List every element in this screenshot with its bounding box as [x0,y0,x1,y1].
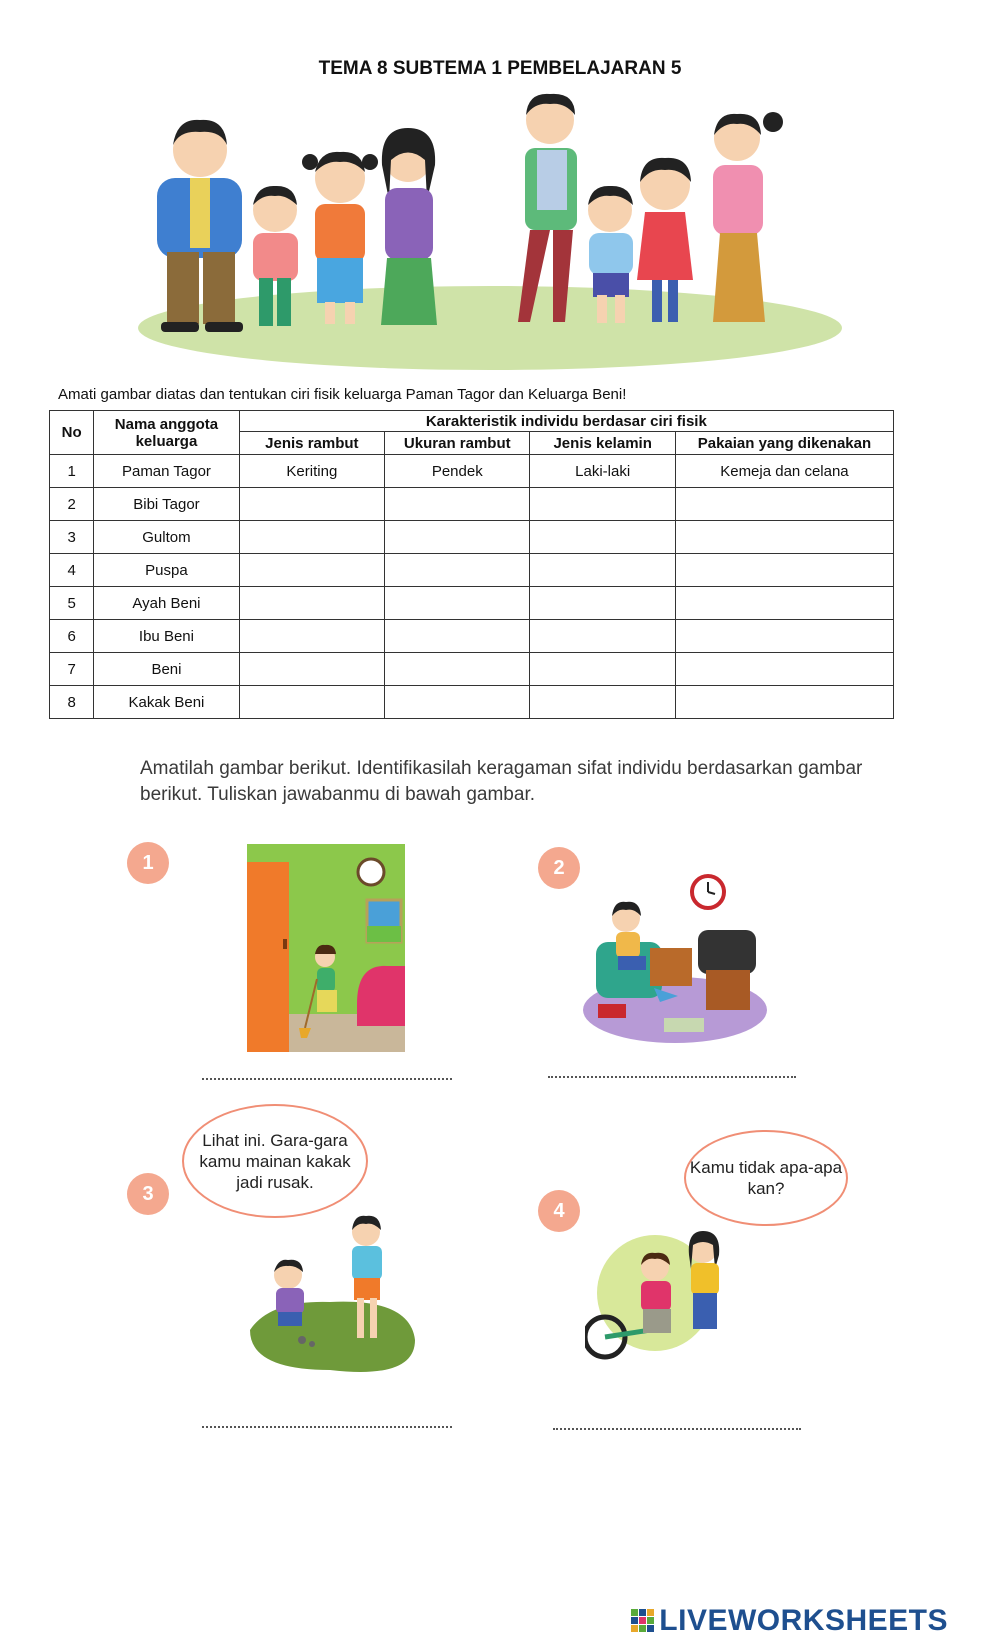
table-row [50,620,894,653]
table-row [50,653,894,686]
picture-messy-room [578,870,773,1045]
cell-hair-type[interactable] [239,686,384,719]
cell-name: Gultom [94,521,239,554]
number-badge-2: 2 [538,847,580,889]
header-gender: Jenis kelamin [530,432,675,455]
cell-clothes[interactable] [675,686,893,719]
cell-hair-size[interactable] [385,686,530,719]
answer-line-2[interactable] [548,1076,796,1078]
figure-bibi-tagor [381,128,437,325]
cell-gender[interactable] [530,554,675,587]
cell-hair-type[interactable] [239,488,384,521]
cell-hair-type[interactable] [239,620,384,653]
number-badge-3: 3 [127,1173,169,1215]
cell-no: 8 [50,686,94,719]
header-hair-size: Ukuran rambut [385,432,530,455]
cell-name: Kakak Beni [94,686,239,719]
number-badge-1: 1 [127,842,169,884]
cell-name: Ayah Beni [94,587,239,620]
cell-name: Ibu Beni [94,620,239,653]
cell-hair-type[interactable] [239,521,384,554]
cell-gender[interactable] [530,620,675,653]
table-row [50,455,894,488]
cell-hair-size[interactable] [385,554,530,587]
figure-paman-tagor [157,120,243,332]
table-instruction: Amati gambar diatas dan tentukan ciri fisik keluarga Paman Tagor dan Keluarga Beni! [58,386,627,403]
cell-no: 3 [50,521,94,554]
cell-hair-size[interactable] [385,653,530,686]
table-row [50,587,894,620]
cell-hair-size[interactable] [385,521,530,554]
page-title: TEMA 8 SUBTEMA 1 PEMBELAJARAN 5 [318,58,682,79]
task2-instruction: Amatilah gambar berikut. Identifikasilah keragaman sifat individu berdasarkan gambar berikut. Tuliskan jawabanmu di bawah gambar. [140,758,863,805]
cell-hair-size[interactable]: Pendek [385,455,530,488]
answer-line-1[interactable] [202,1078,452,1080]
picture-fallen-bike [585,1225,755,1375]
cell-no: 5 [50,587,94,620]
cell-no: 6 [50,620,94,653]
cell-gender[interactable] [530,653,675,686]
cell-no: 4 [50,554,94,587]
speech-bubble-4: Kamu tidak apa-apa kan? [684,1130,848,1226]
header-name: Nama anggota keluarga [94,411,239,455]
family-illustration [125,90,855,380]
cell-hair-size[interactable] [385,488,530,521]
cell-clothes[interactable] [675,554,893,587]
logo-text: LIVEWORKSHEETS [659,1604,948,1637]
cell-no: 2 [50,488,94,521]
cell-name: Bibi Tagor [94,488,239,521]
cell-gender[interactable]: Laki-laki [530,455,675,488]
answer-line-3[interactable] [202,1426,452,1428]
cell-gender[interactable] [530,686,675,719]
cell-hair-type[interactable]: Keriting [239,455,384,488]
header-no: No [50,411,94,455]
table-row [50,554,894,587]
logo-grid-icon [631,1609,655,1633]
cell-name: Puspa [94,554,239,587]
cell-clothes[interactable]: Kemeja dan celana [675,455,893,488]
header-hair-type: Jenis rambut [239,432,384,455]
cell-no: 7 [50,653,94,686]
header-group: Karakteristik individu berdasar ciri fisik [239,411,893,432]
liveworksheets-logo [631,1604,948,1638]
cell-clothes[interactable] [675,620,893,653]
cell-clothes[interactable] [675,488,893,521]
cell-hair-type[interactable] [239,653,384,686]
cell-name: Beni [94,653,239,686]
cell-gender[interactable] [530,521,675,554]
picture-broken-toy [240,1210,420,1380]
cell-hair-type[interactable] [239,554,384,587]
cell-clothes[interactable] [675,653,893,686]
cell-no: 1 [50,455,94,488]
characteristics-table [49,410,894,719]
cell-clothes[interactable] [675,587,893,620]
figure-ibu-beni [713,112,783,322]
cell-hair-size[interactable] [385,587,530,620]
cell-gender[interactable] [530,587,675,620]
header-clothes: Pakaian yang dikenakan [675,432,893,455]
table-row [50,521,894,554]
cell-gender[interactable] [530,488,675,521]
table-row [50,488,894,521]
cell-hair-type[interactable] [239,587,384,620]
cell-name: Paman Tagor [94,455,239,488]
cell-hair-size[interactable] [385,620,530,653]
table-row [50,686,894,719]
picture-sweeping [247,844,405,1052]
cell-clothes[interactable] [675,521,893,554]
speech-bubble-3: Lihat ini. Gara-gara kamu mainan kakak jadi rusak. [182,1104,368,1218]
answer-line-4[interactable] [553,1428,801,1430]
number-badge-4: 4 [538,1190,580,1232]
